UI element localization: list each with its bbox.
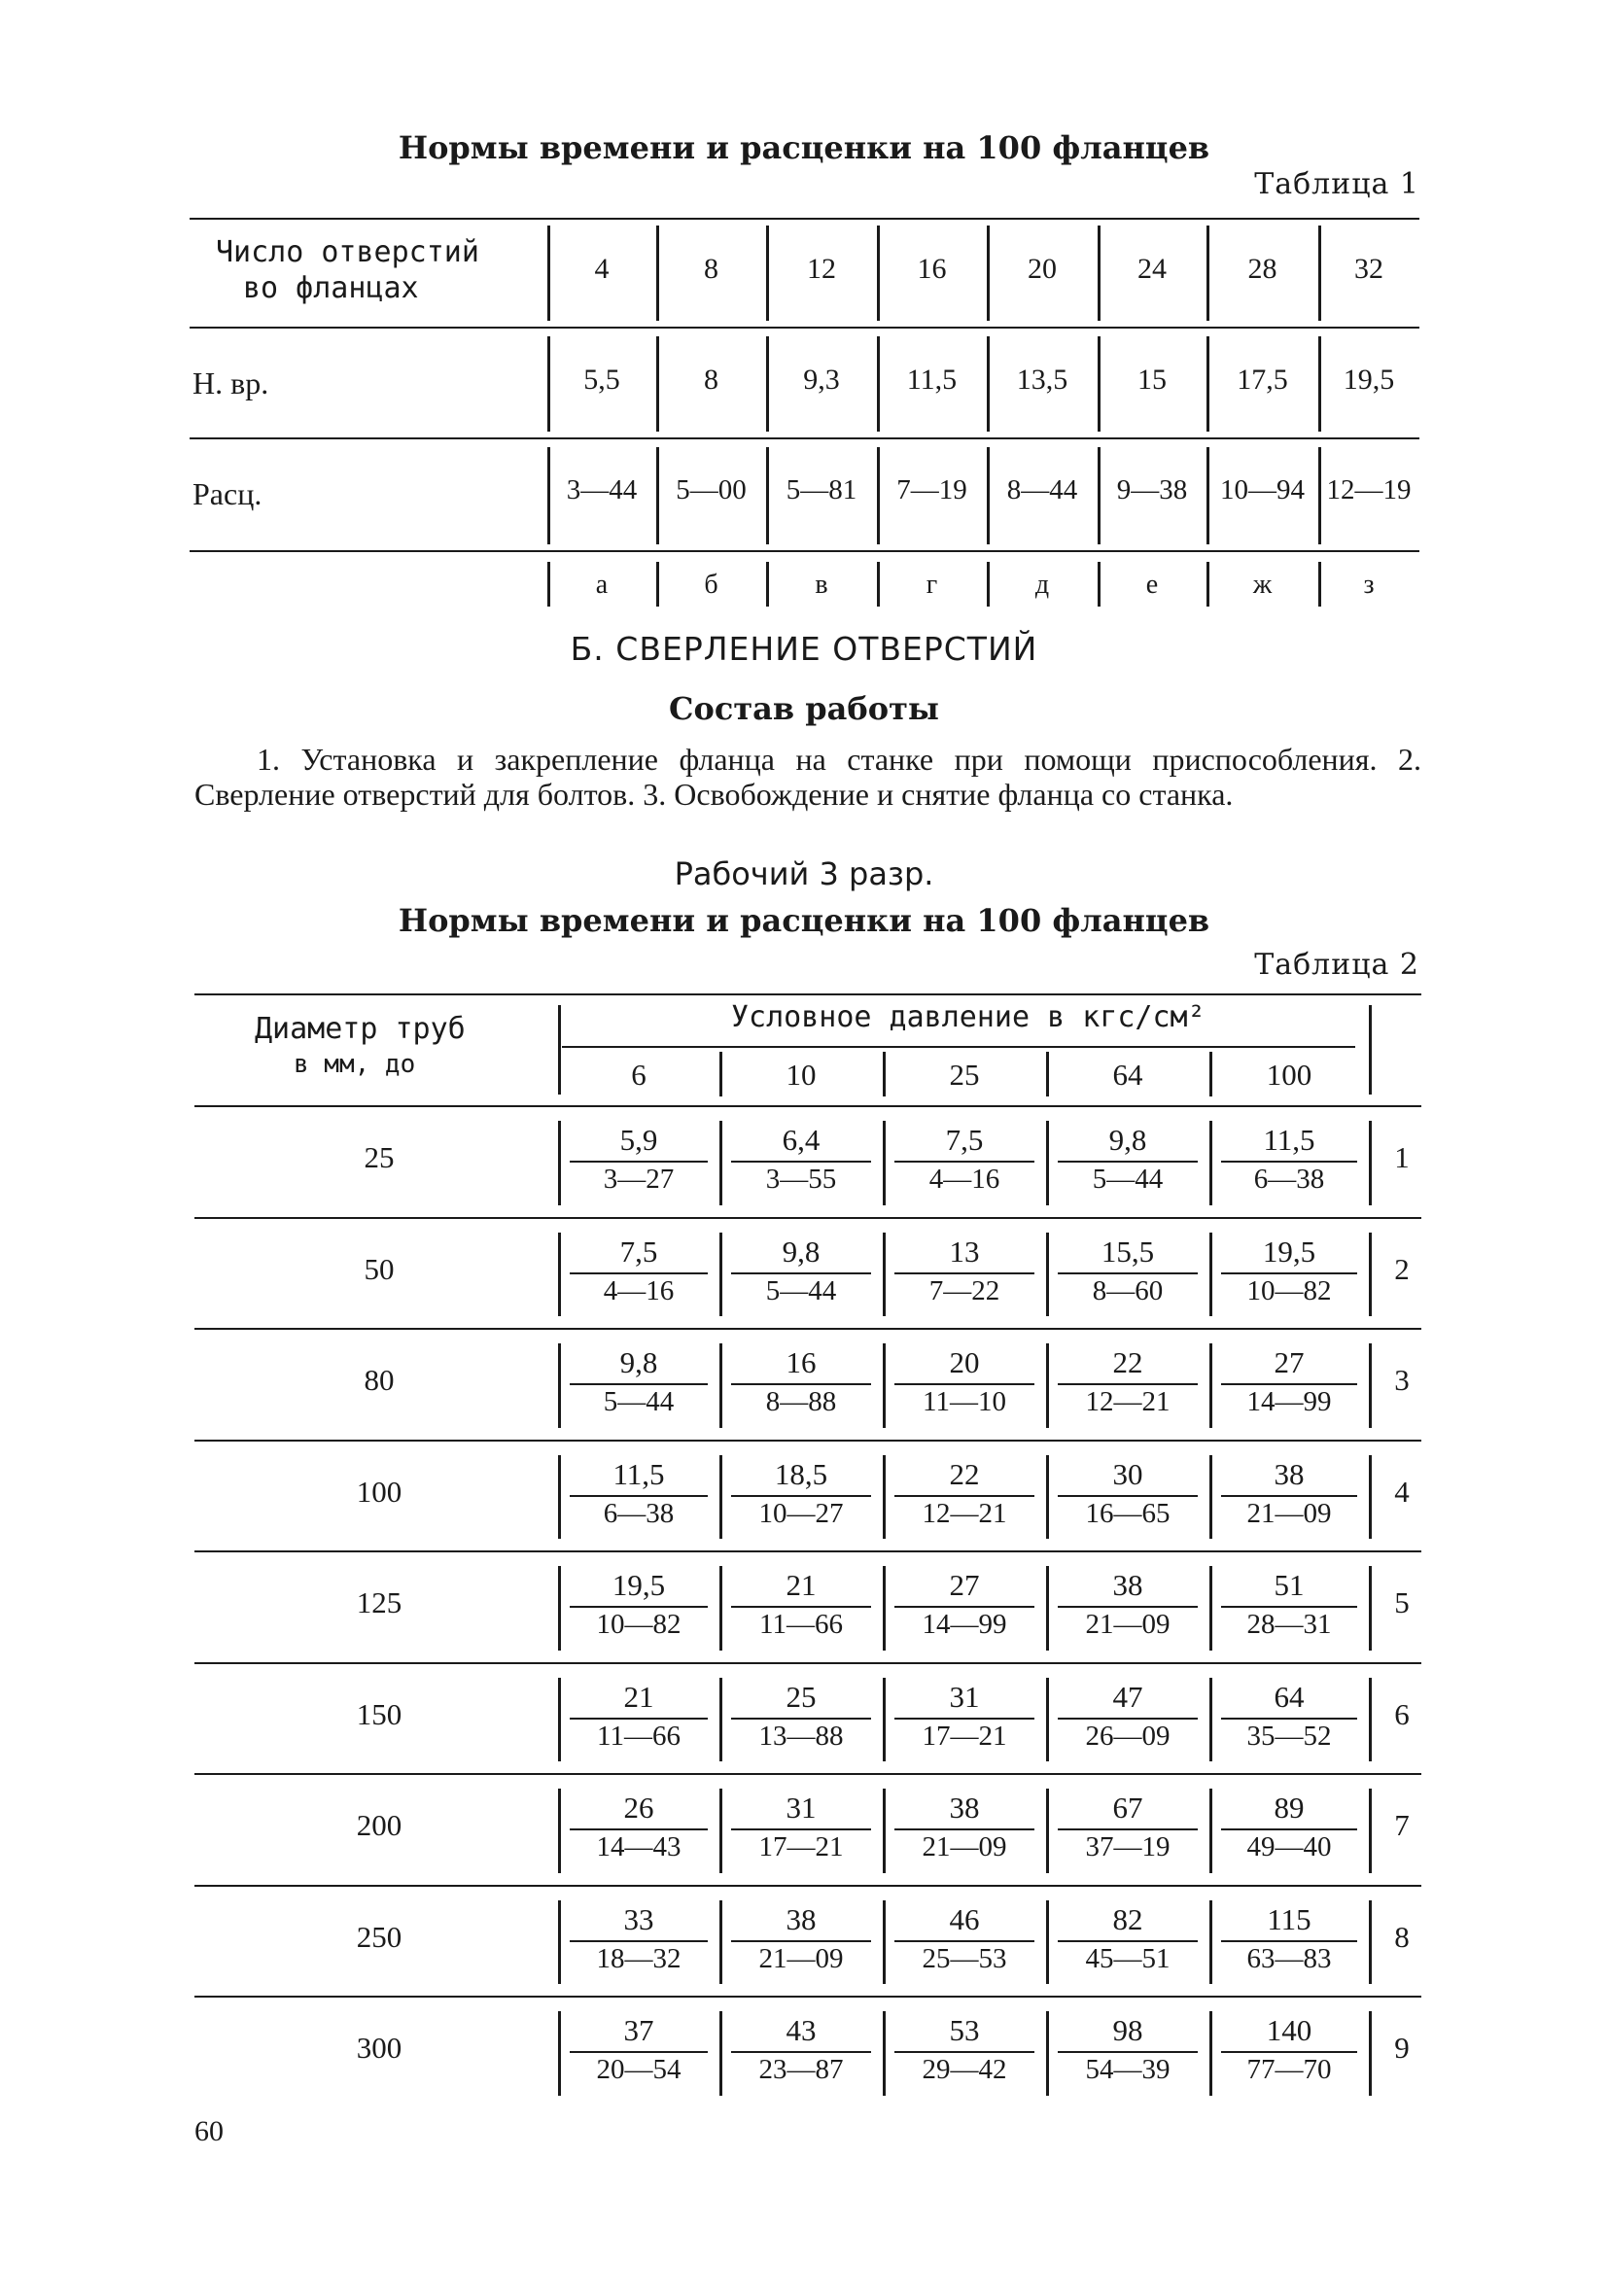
table2-row-rule xyxy=(194,1996,1421,1998)
table1-cell-rate: 9—38 xyxy=(1116,474,1188,505)
composition-title: Состав работы xyxy=(669,690,939,727)
table2-norm-value: 37 xyxy=(623,2013,654,2047)
table2-row-number: 8 xyxy=(1394,1919,1410,1954)
table2-fraction-line xyxy=(894,1828,1034,1830)
table2-rate-value: 11—66 xyxy=(759,1609,843,1640)
table1-column-letter: д xyxy=(1034,570,1050,600)
table2-rate-value: 11—10 xyxy=(923,1386,1006,1417)
table2-norm-value: 27 xyxy=(1274,1345,1305,1379)
section-title: Б. СВЕРЛЕНИЕ ОТВЕРСТИЙ xyxy=(570,630,1038,668)
table2-row-number: 4 xyxy=(1394,1474,1410,1509)
table2-norm-value: 53 xyxy=(949,2013,980,2047)
table2-column-divider xyxy=(1369,1121,1372,1205)
table2-rate-value: 23—87 xyxy=(758,2054,844,2085)
table1-column-letter: б xyxy=(704,570,718,600)
table1-cell-rate: 5—81 xyxy=(786,474,857,505)
table1-column-header: 12 xyxy=(807,253,836,285)
table2-row-rule xyxy=(194,1662,1421,1664)
table1-column-header: 16 xyxy=(917,253,947,285)
table2-fraction-line xyxy=(1221,1272,1357,1274)
table2-diameter: 150 xyxy=(356,1696,402,1731)
table2-fraction-line xyxy=(1058,1383,1198,1385)
table2-column-header: 10 xyxy=(786,1058,817,1092)
table2-rate-value: 54—39 xyxy=(1085,2054,1171,2085)
table2-row-number: 2 xyxy=(1394,1251,1410,1286)
table2-rate-value: 63—83 xyxy=(1246,1942,1332,1974)
table2-rate-value: 28—31 xyxy=(1246,1609,1332,1640)
table2-norm-value: 38 xyxy=(1112,1568,1143,1602)
table2-rate-value: 6—38 xyxy=(603,1497,675,1529)
table2-rate-value: 35—52 xyxy=(1246,1720,1332,1752)
table2-norm-value: 25 xyxy=(786,1679,817,1714)
table2-column-divider xyxy=(1369,1789,1372,1873)
table2-rate-value: 25—53 xyxy=(922,1942,1007,1974)
table2-rate-value: 8—60 xyxy=(1092,1274,1164,1306)
table2-diameter: 50 xyxy=(364,1251,395,1286)
table1-label: Таблица 1 xyxy=(1254,167,1419,201)
table2-fraction-line xyxy=(731,1828,871,1830)
table2-norm-value: 21 xyxy=(786,1568,817,1602)
table2-diameter: 125 xyxy=(356,1585,402,1619)
table2-label: Таблица 2 xyxy=(1254,948,1419,982)
table2-column-divider xyxy=(719,1052,722,1096)
table2-rate-value: 21—09 xyxy=(758,1942,844,1974)
table2-row-number: 5 xyxy=(1394,1585,1410,1619)
table2-fraction-line xyxy=(731,1940,871,1942)
table2-fraction-line xyxy=(731,1495,871,1497)
table1-column-letter: г xyxy=(926,570,938,600)
table2-column-header: 100 xyxy=(1266,1058,1312,1092)
table2-column-divider xyxy=(1209,1052,1212,1096)
table2-fraction-line xyxy=(1058,1940,1198,1942)
table2-column-divider xyxy=(1369,1566,1372,1651)
table2-norm-value: 22 xyxy=(1112,1345,1143,1379)
table2-rate-value: 49—40 xyxy=(1246,1831,1332,1862)
table2-diameter: 80 xyxy=(364,1363,395,1397)
table2-fraction-line xyxy=(894,1161,1034,1163)
table2-rate-value: 4—16 xyxy=(603,1274,675,1306)
table2-norm-value: 89 xyxy=(1274,1791,1305,1825)
table2-row-number: 3 xyxy=(1394,1363,1410,1397)
table2-rate-value: 10—82 xyxy=(1246,1274,1332,1306)
table1-cell-norm: 8 xyxy=(704,364,718,396)
table2-fraction-line xyxy=(1221,1495,1357,1497)
table2-rate-value: 6—38 xyxy=(1253,1164,1325,1195)
table2-norm-value: 43 xyxy=(786,2013,817,2047)
table2-norm-value: 11,5 xyxy=(1263,1123,1315,1157)
table2-norm-value: 31 xyxy=(786,1791,817,1825)
table2-group-header: Условное давление в кгс/см² xyxy=(731,1000,1206,1034)
table2-column-divider xyxy=(1369,2011,1372,2096)
table2-norm-value: 30 xyxy=(1112,1456,1143,1491)
table2-norm-value: 27 xyxy=(949,1568,980,1602)
table1-cell-rate: 8—44 xyxy=(1006,474,1078,505)
table2-norm-value: 7,5 xyxy=(945,1123,984,1157)
table2-fraction-line xyxy=(1221,2051,1357,2053)
table2-norm-value: 46 xyxy=(949,1901,980,1936)
table2-rate-value: 4—16 xyxy=(928,1164,1000,1195)
table2-norm-value: 82 xyxy=(1112,1901,1143,1936)
table2-fraction-line xyxy=(1221,1828,1357,1830)
table2-rate-value: 10—82 xyxy=(596,1609,682,1640)
table2-fraction-line xyxy=(1058,1272,1198,1274)
table2-norm-value: 18,5 xyxy=(774,1456,828,1491)
table2-rate-value: 14—99 xyxy=(922,1609,1007,1640)
table2-fraction-line xyxy=(570,1606,708,1608)
table2-fraction-line xyxy=(570,1272,708,1274)
table2-column-divider xyxy=(1046,1052,1049,1096)
table2-rate-value: 17—21 xyxy=(758,1831,844,1862)
table2-title: Нормы времени и расценки на 100 фланцев xyxy=(398,902,1210,939)
table2-rate-value: 29—42 xyxy=(922,2054,1007,2085)
table1-cell-norm: 5,5 xyxy=(583,364,620,396)
table2-fraction-line xyxy=(731,2051,871,2053)
table2-norm-value: 9,8 xyxy=(1108,1123,1147,1157)
table2-rate-value: 14—99 xyxy=(1246,1386,1332,1417)
table2-fraction-line xyxy=(1058,1718,1198,1720)
table2-norm-value: 31 xyxy=(949,1679,980,1714)
table2-fraction-line xyxy=(731,1383,871,1385)
table2-norm-value: 13 xyxy=(949,1234,980,1269)
table2-norm-value: 11,5 xyxy=(612,1456,665,1491)
table2-fraction-line xyxy=(570,2051,708,2053)
table2-norm-value: 22 xyxy=(949,1456,980,1491)
table2-norm-value: 47 xyxy=(1112,1679,1143,1714)
table2-rate-value: 12—21 xyxy=(922,1497,1007,1529)
table2-norm-value: 9,8 xyxy=(782,1234,821,1269)
table1-column-letter: в xyxy=(815,570,828,600)
table2-column-divider xyxy=(883,1052,886,1096)
composition-text: 1. Установка и закрепление фланца на станке при помощи приспособления. 2. Сверление отверстий для болтов. 3. Освобождение и снятие фланца со станка. xyxy=(194,742,1421,812)
table2-rate-value: 3—55 xyxy=(765,1164,837,1195)
table2-norm-value: 140 xyxy=(1266,2013,1312,2047)
table2-fraction-line xyxy=(1221,1718,1357,1720)
table2-rate-value: 14—43 xyxy=(596,1831,682,1862)
table1-cell-norm: 17,5 xyxy=(1237,364,1288,396)
table2-rate-value: 8—88 xyxy=(765,1386,837,1417)
table2-column-divider xyxy=(1369,1455,1372,1540)
table2-fraction-line xyxy=(570,1940,708,1942)
table1-cell-rate: 3—44 xyxy=(566,474,638,505)
table2-column-divider xyxy=(1369,1233,1372,1317)
table2-rate-value: 11—66 xyxy=(597,1720,681,1752)
table1-column-header: 24 xyxy=(1137,253,1167,285)
table1-row-label-rate: Расц. xyxy=(192,476,262,511)
table2-norm-value: 19,5 xyxy=(1262,1234,1316,1269)
table2-rate-value: 45—51 xyxy=(1085,1942,1171,1974)
table2-fraction-line xyxy=(894,1940,1034,1942)
table2-rate-value: 18—32 xyxy=(596,1942,682,1974)
table1-cell-rate: 7—19 xyxy=(896,474,967,505)
table1-rule xyxy=(190,550,1419,552)
table2-fraction-line xyxy=(1221,1383,1357,1385)
table2-row-rule xyxy=(194,1885,1421,1887)
table2-norm-value: 38 xyxy=(1274,1456,1305,1491)
table1-rule-top xyxy=(190,218,1419,220)
table1-column-letter: з xyxy=(1363,570,1375,600)
table2-column-header: 64 xyxy=(1112,1058,1143,1092)
table2-fraction-line xyxy=(570,1383,708,1385)
table2-header-divider xyxy=(1369,1005,1372,1095)
table2-norm-value: 20 xyxy=(949,1345,980,1379)
table1-column-header: 4 xyxy=(594,253,610,285)
table2-norm-value: 33 xyxy=(623,1901,654,1936)
page-number: 60 xyxy=(194,2115,224,2147)
table2-fraction-line xyxy=(1058,1161,1198,1163)
table1-row-label-norm: Н. вр. xyxy=(192,365,269,400)
table2-norm-value: 67 xyxy=(1112,1791,1143,1825)
table1-cell-rate: 10—94 xyxy=(1220,474,1305,505)
table2-rate-value: 37—19 xyxy=(1085,1831,1171,1862)
table2-rate-value: 5—44 xyxy=(603,1386,675,1417)
table2-column-divider xyxy=(1369,1343,1372,1428)
table2-rate-value: 77—70 xyxy=(1246,2054,1332,2085)
table2-fraction-line xyxy=(1058,1495,1198,1497)
table2-diameter: 25 xyxy=(364,1140,395,1174)
table2-rate-value: 5—44 xyxy=(1092,1164,1164,1195)
table2-norm-value: 15,5 xyxy=(1101,1234,1155,1269)
table2-norm-value: 6,4 xyxy=(782,1123,821,1157)
table2-fraction-line xyxy=(1058,2051,1198,2053)
table2-rate-value: 13—88 xyxy=(758,1720,844,1752)
table1-column-header: 8 xyxy=(704,253,718,285)
table1-cell-rate: 5—00 xyxy=(676,474,747,505)
table2-fraction-line xyxy=(731,1718,871,1720)
table2-rate-value: 26—09 xyxy=(1085,1720,1171,1752)
table2-norm-value: 51 xyxy=(1274,1568,1305,1602)
table2-fraction-line xyxy=(570,1828,708,1830)
table2-norm-value: 16 xyxy=(786,1345,817,1379)
worker-grade: Рабочий 3 разр. xyxy=(674,855,934,892)
table1-cell-norm: 15 xyxy=(1137,364,1167,396)
table2-fraction-line xyxy=(894,1718,1034,1720)
table1-cell-norm: 13,5 xyxy=(1016,364,1068,396)
table2-header-rule xyxy=(194,1105,1421,1107)
table2-fraction-line xyxy=(570,1161,708,1163)
table2-norm-value: 26 xyxy=(623,1791,654,1825)
table2-fraction-line xyxy=(731,1272,871,1274)
table2-norm-value: 38 xyxy=(949,1791,980,1825)
table2-fraction-line xyxy=(1058,1606,1198,1608)
table2-column-divider xyxy=(1369,1900,1372,1985)
table1-rule xyxy=(190,437,1419,439)
table2-rate-value: 17—21 xyxy=(922,1720,1007,1752)
table1-cell-norm: 11,5 xyxy=(906,364,958,396)
table2-rate-value: 21—09 xyxy=(1085,1609,1171,1640)
table2-norm-value: 64 xyxy=(1274,1679,1305,1714)
table1-title: Нормы времени и расценки на 100 фланцев xyxy=(398,129,1210,166)
table1-column-letter: е xyxy=(1145,570,1159,600)
table2-norm-value: 98 xyxy=(1112,2013,1143,2047)
table2-diameter: 300 xyxy=(356,2031,402,2065)
table2-row-number: 7 xyxy=(1394,1808,1410,1842)
table2-fraction-line xyxy=(731,1161,871,1163)
table2-fraction-line xyxy=(1058,1828,1198,1830)
table2-fraction-line xyxy=(894,1272,1034,1274)
table2-diameter: 100 xyxy=(356,1474,402,1509)
table2-rate-value: 5—44 xyxy=(765,1274,837,1306)
table2-rate-value: 7—22 xyxy=(928,1274,1000,1306)
table2-norm-value: 7,5 xyxy=(619,1234,658,1269)
table2-rate-value: 3—27 xyxy=(603,1164,675,1195)
table2-row-number: 6 xyxy=(1394,1696,1410,1731)
table2-fraction-line xyxy=(570,1718,708,1720)
table2-row-rule xyxy=(194,1328,1421,1330)
table2-row-number: 1 xyxy=(1394,1140,1410,1174)
table2-norm-value: 9,8 xyxy=(619,1345,658,1379)
table1-column-header: 32 xyxy=(1354,253,1383,285)
table1-header-label-line1: Число отверстий xyxy=(216,235,479,269)
table2-rate-value: 16—65 xyxy=(1085,1497,1171,1529)
table2-diameter: 200 xyxy=(356,1808,402,1842)
table2-norm-value: 5,9 xyxy=(619,1123,658,1157)
table2-column-header: 6 xyxy=(631,1058,647,1092)
table2-row-rule xyxy=(194,1440,1421,1442)
table2-rate-value: 12—21 xyxy=(1085,1386,1171,1417)
table2-norm-value: 38 xyxy=(786,1901,817,1936)
table2-row-rule xyxy=(194,1550,1421,1552)
table1-cell-rate: 12—19 xyxy=(1326,474,1412,505)
table1-column-letter: а xyxy=(595,570,609,600)
table2-fraction-line xyxy=(1221,1606,1357,1608)
table1-cell-norm: 19,5 xyxy=(1343,364,1395,396)
table2-fraction-line xyxy=(894,1495,1034,1497)
table2-rate-value: 10—27 xyxy=(758,1497,844,1529)
table2-norm-value: 19,5 xyxy=(612,1568,666,1602)
table2-norm-value: 21 xyxy=(623,1679,654,1714)
table2-row-number: 9 xyxy=(1394,2031,1410,2065)
table2-fraction-line xyxy=(1221,1940,1357,1942)
table2-fraction-line xyxy=(894,1606,1034,1608)
table2-fraction-line xyxy=(894,1383,1034,1385)
table2-column-divider xyxy=(1369,1678,1372,1762)
table2-column-header: 25 xyxy=(949,1058,980,1092)
table2-rule-top xyxy=(194,993,1421,995)
table1-cell-norm: 9,3 xyxy=(803,364,840,396)
table2-fraction-line xyxy=(894,2051,1034,2053)
table2-row-header-line1: Диаметр труб xyxy=(255,1012,466,1046)
table2-row-rule xyxy=(194,1773,1421,1775)
table2-fraction-line xyxy=(731,1606,871,1608)
table2-row-rule xyxy=(194,1217,1421,1219)
table2-row-header-line2: в мм, до xyxy=(294,1050,416,1079)
table2-rate-value: 21—09 xyxy=(1246,1497,1332,1529)
table2-rate-value: 21—09 xyxy=(922,1831,1007,1862)
table1-rule xyxy=(190,327,1419,329)
table2-fraction-line xyxy=(570,1495,708,1497)
table2-fraction-line xyxy=(1221,1161,1357,1163)
table1-column-header: 28 xyxy=(1247,253,1277,285)
table1-column-header: 20 xyxy=(1028,253,1057,285)
table2-rate-value: 20—54 xyxy=(596,2054,682,2085)
table1-column-letter: ж xyxy=(1252,570,1273,600)
table2-norm-value: 115 xyxy=(1267,1901,1311,1936)
table2-diameter: 250 xyxy=(356,1919,402,1954)
table1-header-label-line2: во фланцах xyxy=(243,271,419,305)
table2-group-rule xyxy=(562,1046,1355,1048)
